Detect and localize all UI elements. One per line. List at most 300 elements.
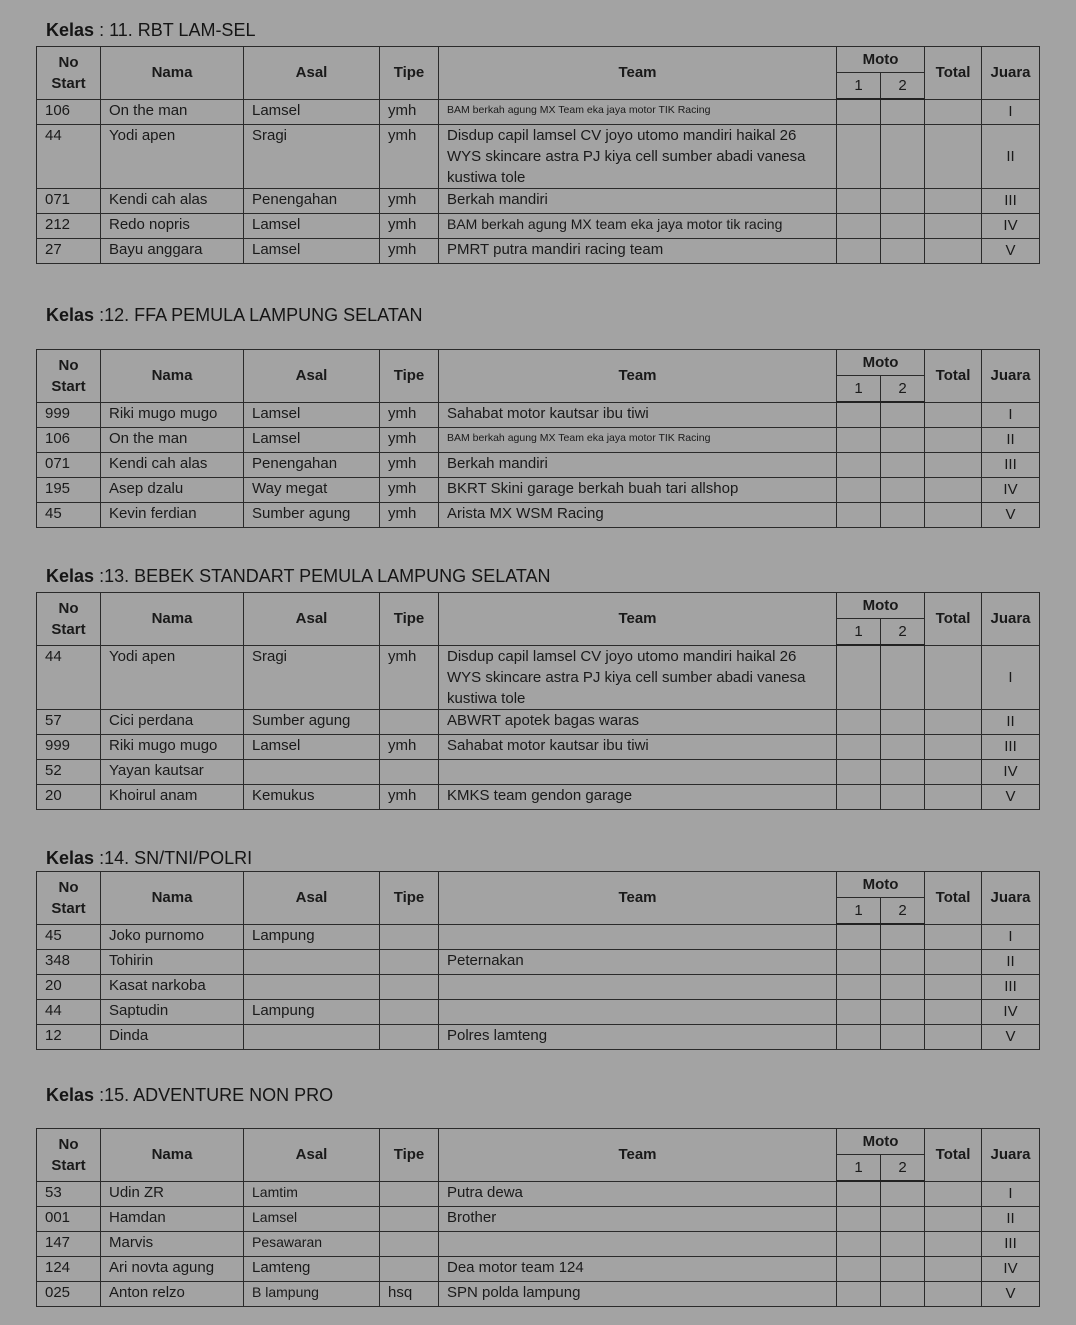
- cell-asal: Kemukus: [244, 784, 380, 809]
- cell-tipe: [380, 974, 439, 999]
- header-moto-1: 1: [837, 73, 881, 100]
- cell-nama: Yodi apen: [101, 124, 244, 188]
- cell-asal: Lampung: [244, 999, 380, 1024]
- header-no-start: No Start: [37, 47, 101, 100]
- table-row: [37, 1024, 1040, 1049]
- cell-total: [925, 949, 982, 974]
- cell-asal: Lamsel: [244, 734, 380, 759]
- header-moto-1: 1: [837, 898, 881, 925]
- cell-asal: Penengahan: [244, 452, 380, 477]
- header-juara: Juara: [982, 350, 1040, 403]
- cell-total: [925, 213, 982, 238]
- cell-tipe: [380, 1024, 439, 1049]
- cell-nama: Dinda: [101, 1024, 244, 1049]
- cell-nama: Riki mugo mugo: [101, 402, 244, 427]
- cell-tipe: [380, 1231, 439, 1256]
- cell-team: [439, 1231, 837, 1256]
- cell-nama: Yodi apen: [101, 645, 244, 709]
- header-total: Total: [925, 350, 982, 403]
- cell-moto-2: [881, 124, 925, 188]
- section-title: Kelas :13. BEBEK STANDART PEMULA LAMPUNG SELATAN: [46, 566, 551, 586]
- header-moto-1: 1: [837, 1155, 881, 1182]
- table-row: [37, 784, 1040, 809]
- cell-no-start: 001: [37, 1206, 101, 1231]
- cell-no-start: 147: [37, 1231, 101, 1256]
- cell-moto-2: [881, 427, 925, 452]
- header-nama: Nama: [101, 872, 244, 925]
- cell-juara: I: [982, 924, 1040, 949]
- cell-nama: Ari novta agung: [101, 1256, 244, 1281]
- cell-team: BAM berkah agung MX Team eka jaya motor TIK Racing: [439, 427, 837, 452]
- cell-total: [925, 1231, 982, 1256]
- cell-tipe: [380, 1256, 439, 1281]
- cell-total: [925, 188, 982, 213]
- header-total: Total: [925, 872, 982, 925]
- table-row: [37, 1256, 1040, 1281]
- cell-moto-2: [881, 999, 925, 1024]
- cell-total: [925, 1206, 982, 1231]
- header-total: Total: [925, 593, 982, 646]
- cell-no-start: 53: [37, 1181, 101, 1206]
- table-row: [37, 238, 1040, 263]
- cell-moto-1: [837, 1206, 881, 1231]
- table-row: [37, 213, 1040, 238]
- cell-moto-2: [881, 1206, 925, 1231]
- header-moto: Moto: [837, 350, 925, 376]
- cell-nama: On the man: [101, 99, 244, 124]
- cell-juara: V: [982, 784, 1040, 809]
- table-row: [37, 99, 1040, 124]
- cell-tipe: ymh: [380, 188, 439, 213]
- cell-nama: Yayan kautsar: [101, 759, 244, 784]
- table-row: [37, 999, 1040, 1024]
- cell-asal: [244, 759, 380, 784]
- cell-nama: Riki mugo mugo: [101, 734, 244, 759]
- cell-tipe: ymh: [380, 99, 439, 124]
- header-juara: Juara: [982, 1129, 1040, 1182]
- cell-total: [925, 924, 982, 949]
- cell-juara: II: [982, 949, 1040, 974]
- cell-nama: Khoirul anam: [101, 784, 244, 809]
- cell-team: Peternakan: [439, 949, 837, 974]
- table-row: [37, 1281, 1040, 1306]
- cell-moto-1: [837, 213, 881, 238]
- cell-moto-2: [881, 924, 925, 949]
- cell-juara: I: [982, 645, 1040, 709]
- cell-moto-1: [837, 502, 881, 527]
- header-juara: Juara: [982, 872, 1040, 925]
- cell-moto-2: [881, 477, 925, 502]
- cell-total: [925, 1181, 982, 1206]
- header-juara: Juara: [982, 47, 1040, 100]
- cell-team: Polres lamteng: [439, 1024, 837, 1049]
- cell-no-start: 071: [37, 452, 101, 477]
- cell-asal: Lampung: [244, 924, 380, 949]
- cell-total: [925, 402, 982, 427]
- header-moto: Moto: [837, 1129, 925, 1155]
- table-row: [37, 402, 1040, 427]
- cell-asal: Lamteng: [244, 1256, 380, 1281]
- header-moto-2: 2: [881, 73, 925, 100]
- cell-moto-1: [837, 974, 881, 999]
- cell-asal: Lamsel: [244, 99, 380, 124]
- table-row: [37, 1206, 1040, 1231]
- header-tipe: Tipe: [380, 593, 439, 646]
- cell-no-start: 44: [37, 124, 101, 188]
- cell-no-start: 20: [37, 784, 101, 809]
- cell-team: BKRT Skini garage berkah buah tari allshop: [439, 477, 837, 502]
- cell-asal: Lamsel: [244, 213, 380, 238]
- header-nama: Nama: [101, 47, 244, 100]
- header-asal: Asal: [244, 47, 380, 100]
- cell-no-start: 57: [37, 709, 101, 734]
- cell-nama: On the man: [101, 427, 244, 452]
- cell-no-start: 212: [37, 213, 101, 238]
- cell-team: KMKS team gendon garage: [439, 784, 837, 809]
- header-moto-2: 2: [881, 619, 925, 646]
- cell-total: [925, 99, 982, 124]
- cell-moto-1: [837, 427, 881, 452]
- cell-tipe: ymh: [380, 213, 439, 238]
- cell-juara: IV: [982, 1256, 1040, 1281]
- cell-moto-2: [881, 238, 925, 263]
- cell-team: [439, 999, 837, 1024]
- cell-team: Brother: [439, 1206, 837, 1231]
- cell-nama: Anton relzo: [101, 1281, 244, 1306]
- cell-asal: Sumber agung: [244, 502, 380, 527]
- cell-nama: Kasat narkoba: [101, 974, 244, 999]
- header-no-start: No Start: [37, 872, 101, 925]
- cell-nama: Bayu anggara: [101, 238, 244, 263]
- cell-team: SPN polda lampung: [439, 1281, 837, 1306]
- cell-no-start: 45: [37, 502, 101, 527]
- cell-asal: Lamsel: [244, 1206, 380, 1231]
- cell-asal: Sumber agung: [244, 709, 380, 734]
- cell-no-start: 106: [37, 427, 101, 452]
- cell-asal: Sragi: [244, 645, 380, 709]
- cell-juara: III: [982, 734, 1040, 759]
- header-moto-2: 2: [881, 898, 925, 925]
- cell-moto-1: [837, 477, 881, 502]
- cell-asal: Lamsel: [244, 402, 380, 427]
- cell-juara: V: [982, 1281, 1040, 1306]
- cell-juara: III: [982, 1231, 1040, 1256]
- cell-nama: Kendi cah alas: [101, 452, 244, 477]
- cell-no-start: 195: [37, 477, 101, 502]
- cell-juara: V: [982, 502, 1040, 527]
- cell-total: [925, 974, 982, 999]
- header-moto: Moto: [837, 47, 925, 73]
- cell-moto-2: [881, 99, 925, 124]
- table-row: [37, 974, 1040, 999]
- header-tipe: Tipe: [380, 872, 439, 925]
- table-row: [37, 477, 1040, 502]
- cell-nama: Kevin ferdian: [101, 502, 244, 527]
- header-total: Total: [925, 1129, 982, 1182]
- results-table: [36, 871, 1040, 1050]
- cell-moto-2: [881, 974, 925, 999]
- cell-tipe: ymh: [380, 734, 439, 759]
- cell-moto-1: [837, 188, 881, 213]
- cell-no-start: 071: [37, 188, 101, 213]
- cell-total: [925, 1281, 982, 1306]
- header-team: Team: [439, 47, 837, 100]
- cell-nama: Saptudin: [101, 999, 244, 1024]
- cell-tipe: [380, 924, 439, 949]
- section-title: Kelas :14. SN/TNI/POLRI: [46, 848, 253, 868]
- cell-no-start: 348: [37, 949, 101, 974]
- header-team: Team: [439, 350, 837, 403]
- cell-total: [925, 734, 982, 759]
- cell-team: PMRT putra mandiri racing team: [439, 238, 837, 263]
- cell-no-start: 27: [37, 238, 101, 263]
- header-moto-2: 2: [881, 1155, 925, 1182]
- cell-tipe: ymh: [380, 427, 439, 452]
- cell-tipe: ymh: [380, 238, 439, 263]
- table-row: [37, 124, 1040, 188]
- cell-nama: Kendi cah alas: [101, 188, 244, 213]
- cell-team: Arista MX WSM Racing: [439, 502, 837, 527]
- cell-no-start: 12: [37, 1024, 101, 1049]
- cell-moto-2: [881, 402, 925, 427]
- cell-juara: I: [982, 99, 1040, 124]
- cell-no-start: 999: [37, 734, 101, 759]
- cell-moto-1: [837, 709, 881, 734]
- cell-asal: Penengahan: [244, 188, 380, 213]
- cell-total: [925, 645, 982, 709]
- cell-total: [925, 999, 982, 1024]
- cell-team: Berkah mandiri: [439, 188, 837, 213]
- cell-no-start: 025: [37, 1281, 101, 1306]
- cell-asal: Lamsel: [244, 238, 380, 263]
- header-team: Team: [439, 593, 837, 646]
- cell-moto-1: [837, 734, 881, 759]
- cell-moto-1: [837, 402, 881, 427]
- cell-moto-1: [837, 1256, 881, 1281]
- cell-tipe: [380, 759, 439, 784]
- cell-total: [925, 124, 982, 188]
- cell-moto-2: [881, 1181, 925, 1206]
- cell-juara: III: [982, 188, 1040, 213]
- cell-tipe: [380, 1181, 439, 1206]
- header-asal: Asal: [244, 350, 380, 403]
- cell-juara: I: [982, 1181, 1040, 1206]
- cell-total: [925, 452, 982, 477]
- cell-total: [925, 1256, 982, 1281]
- cell-team: BAM berkah agung MX team eka jaya motor tik racing: [439, 213, 837, 238]
- header-team: Team: [439, 1129, 837, 1182]
- cell-team: [439, 974, 837, 999]
- table-row: [37, 427, 1040, 452]
- results-table: [36, 1128, 1040, 1307]
- table-row: [37, 759, 1040, 784]
- cell-team: [439, 759, 837, 784]
- cell-moto-2: [881, 759, 925, 784]
- cell-tipe: ymh: [380, 502, 439, 527]
- cell-no-start: 999: [37, 402, 101, 427]
- cell-team: Sahabat motor kautsar ibu tiwi: [439, 402, 837, 427]
- cell-moto-1: [837, 99, 881, 124]
- cell-moto-1: [837, 924, 881, 949]
- cell-juara: II: [982, 1206, 1040, 1231]
- cell-team: [439, 924, 837, 949]
- cell-total: [925, 238, 982, 263]
- table-row: [37, 1181, 1040, 1206]
- cell-nama: Joko purnomo: [101, 924, 244, 949]
- cell-asal: [244, 949, 380, 974]
- header-moto-2: 2: [881, 376, 925, 403]
- cell-juara: IV: [982, 759, 1040, 784]
- cell-juara: II: [982, 709, 1040, 734]
- cell-tipe: ymh: [380, 124, 439, 188]
- cell-nama: Asep dzalu: [101, 477, 244, 502]
- cell-juara: V: [982, 1024, 1040, 1049]
- cell-asal: Sragi: [244, 124, 380, 188]
- section-title: Kelas :15. ADVENTURE NON PRO: [46, 1085, 334, 1105]
- cell-no-start: 124: [37, 1256, 101, 1281]
- cell-asal: Lamsel: [244, 427, 380, 452]
- cell-moto-2: [881, 213, 925, 238]
- cell-team: Disdup capil lamsel CV joyo utomo mandiri haikal 26 WYS skincare astra PJ kiya cell sumber abadi vanesa kustiwa tole: [439, 124, 837, 188]
- cell-team: Berkah mandiri: [439, 452, 837, 477]
- cell-no-start: 45: [37, 924, 101, 949]
- cell-moto-1: [837, 1181, 881, 1206]
- header-moto: Moto: [837, 593, 925, 619]
- cell-total: [925, 477, 982, 502]
- cell-team: Putra dewa: [439, 1181, 837, 1206]
- table-row: [37, 949, 1040, 974]
- cell-no-start: 20: [37, 974, 101, 999]
- results-table: [36, 592, 1040, 810]
- cell-nama: Tohirin: [101, 949, 244, 974]
- cell-team: Dea motor team 124: [439, 1256, 837, 1281]
- cell-moto-1: [837, 949, 881, 974]
- cell-juara: V: [982, 238, 1040, 263]
- table-row: [37, 734, 1040, 759]
- header-no-start: No Start: [37, 1129, 101, 1182]
- cell-moto-2: [881, 1231, 925, 1256]
- cell-tipe: ymh: [380, 452, 439, 477]
- cell-moto-1: [837, 1281, 881, 1306]
- cell-no-start: 106: [37, 99, 101, 124]
- cell-asal: B lampung: [244, 1281, 380, 1306]
- section-title: Kelas : 11. RBT LAM-SEL: [46, 20, 256, 40]
- cell-moto-2: [881, 784, 925, 809]
- cell-total: [925, 502, 982, 527]
- header-moto-1: 1: [837, 619, 881, 646]
- cell-juara: I: [982, 402, 1040, 427]
- cell-tipe: [380, 709, 439, 734]
- cell-nama: Marvis: [101, 1231, 244, 1256]
- header-nama: Nama: [101, 350, 244, 403]
- cell-tipe: ymh: [380, 402, 439, 427]
- cell-juara: II: [982, 427, 1040, 452]
- cell-moto-1: [837, 124, 881, 188]
- cell-team: Disdup capil lamsel CV joyo utomo mandiri haikal 26 WYS skincare astra PJ kiya cell sumber abadi vanesa kustiwa tole: [439, 645, 837, 709]
- cell-juara: III: [982, 974, 1040, 999]
- header-moto-1: 1: [837, 376, 881, 403]
- cell-juara: IV: [982, 999, 1040, 1024]
- table-row: [37, 645, 1040, 709]
- cell-moto-1: [837, 238, 881, 263]
- cell-team: ABWRT apotek bagas waras: [439, 709, 837, 734]
- cell-moto-2: [881, 734, 925, 759]
- header-asal: Asal: [244, 593, 380, 646]
- header-juara: Juara: [982, 593, 1040, 646]
- cell-moto-2: [881, 1024, 925, 1049]
- cell-moto-1: [837, 784, 881, 809]
- cell-asal: Pesawaran: [244, 1231, 380, 1256]
- header-nama: Nama: [101, 593, 244, 646]
- header-team: Team: [439, 872, 837, 925]
- table-row: [37, 709, 1040, 734]
- header-no-start: No Start: [37, 593, 101, 646]
- header-tipe: Tipe: [380, 1129, 439, 1182]
- cell-team: Sahabat motor kautsar ibu tiwi: [439, 734, 837, 759]
- cell-total: [925, 784, 982, 809]
- cell-total: [925, 1024, 982, 1049]
- cell-asal: [244, 974, 380, 999]
- cell-moto-1: [837, 452, 881, 477]
- cell-total: [925, 427, 982, 452]
- header-no-start: No Start: [37, 350, 101, 403]
- cell-juara: II: [982, 124, 1040, 188]
- header-moto: Moto: [837, 872, 925, 898]
- cell-juara: IV: [982, 477, 1040, 502]
- table-row: [37, 452, 1040, 477]
- results-table: [36, 349, 1040, 528]
- cell-nama: Redo nopris: [101, 213, 244, 238]
- header-nama: Nama: [101, 1129, 244, 1182]
- cell-moto-1: [837, 999, 881, 1024]
- cell-tipe: [380, 949, 439, 974]
- cell-total: [925, 759, 982, 784]
- cell-no-start: 52: [37, 759, 101, 784]
- header-tipe: Tipe: [380, 47, 439, 100]
- cell-no-start: 44: [37, 999, 101, 1024]
- cell-nama: Cici perdana: [101, 709, 244, 734]
- cell-juara: IV: [982, 213, 1040, 238]
- cell-moto-2: [881, 452, 925, 477]
- header-tipe: Tipe: [380, 350, 439, 403]
- cell-moto-2: [881, 502, 925, 527]
- header-asal: Asal: [244, 1129, 380, 1182]
- table-row: [37, 1231, 1040, 1256]
- cell-tipe: ymh: [380, 645, 439, 709]
- cell-moto-1: [837, 1024, 881, 1049]
- section-title: Kelas :12. FFA PEMULA LAMPUNG SELATAN: [46, 305, 423, 325]
- cell-tipe: [380, 1206, 439, 1231]
- table-row: [37, 924, 1040, 949]
- cell-tipe: [380, 999, 439, 1024]
- cell-nama: Udin ZR: [101, 1181, 244, 1206]
- cell-total: [925, 709, 982, 734]
- table-row: [37, 502, 1040, 527]
- header-asal: Asal: [244, 872, 380, 925]
- cell-moto-2: [881, 1281, 925, 1306]
- cell-juara: III: [982, 452, 1040, 477]
- cell-moto-2: [881, 709, 925, 734]
- cell-asal: Lamtim: [244, 1181, 380, 1206]
- cell-nama: Hamdan: [101, 1206, 244, 1231]
- header-total: Total: [925, 47, 982, 100]
- cell-no-start: 44: [37, 645, 101, 709]
- cell-tipe: ymh: [380, 784, 439, 809]
- cell-moto-1: [837, 1231, 881, 1256]
- cell-tipe: hsq: [380, 1281, 439, 1306]
- cell-moto-2: [881, 188, 925, 213]
- results-table: [36, 46, 1040, 264]
